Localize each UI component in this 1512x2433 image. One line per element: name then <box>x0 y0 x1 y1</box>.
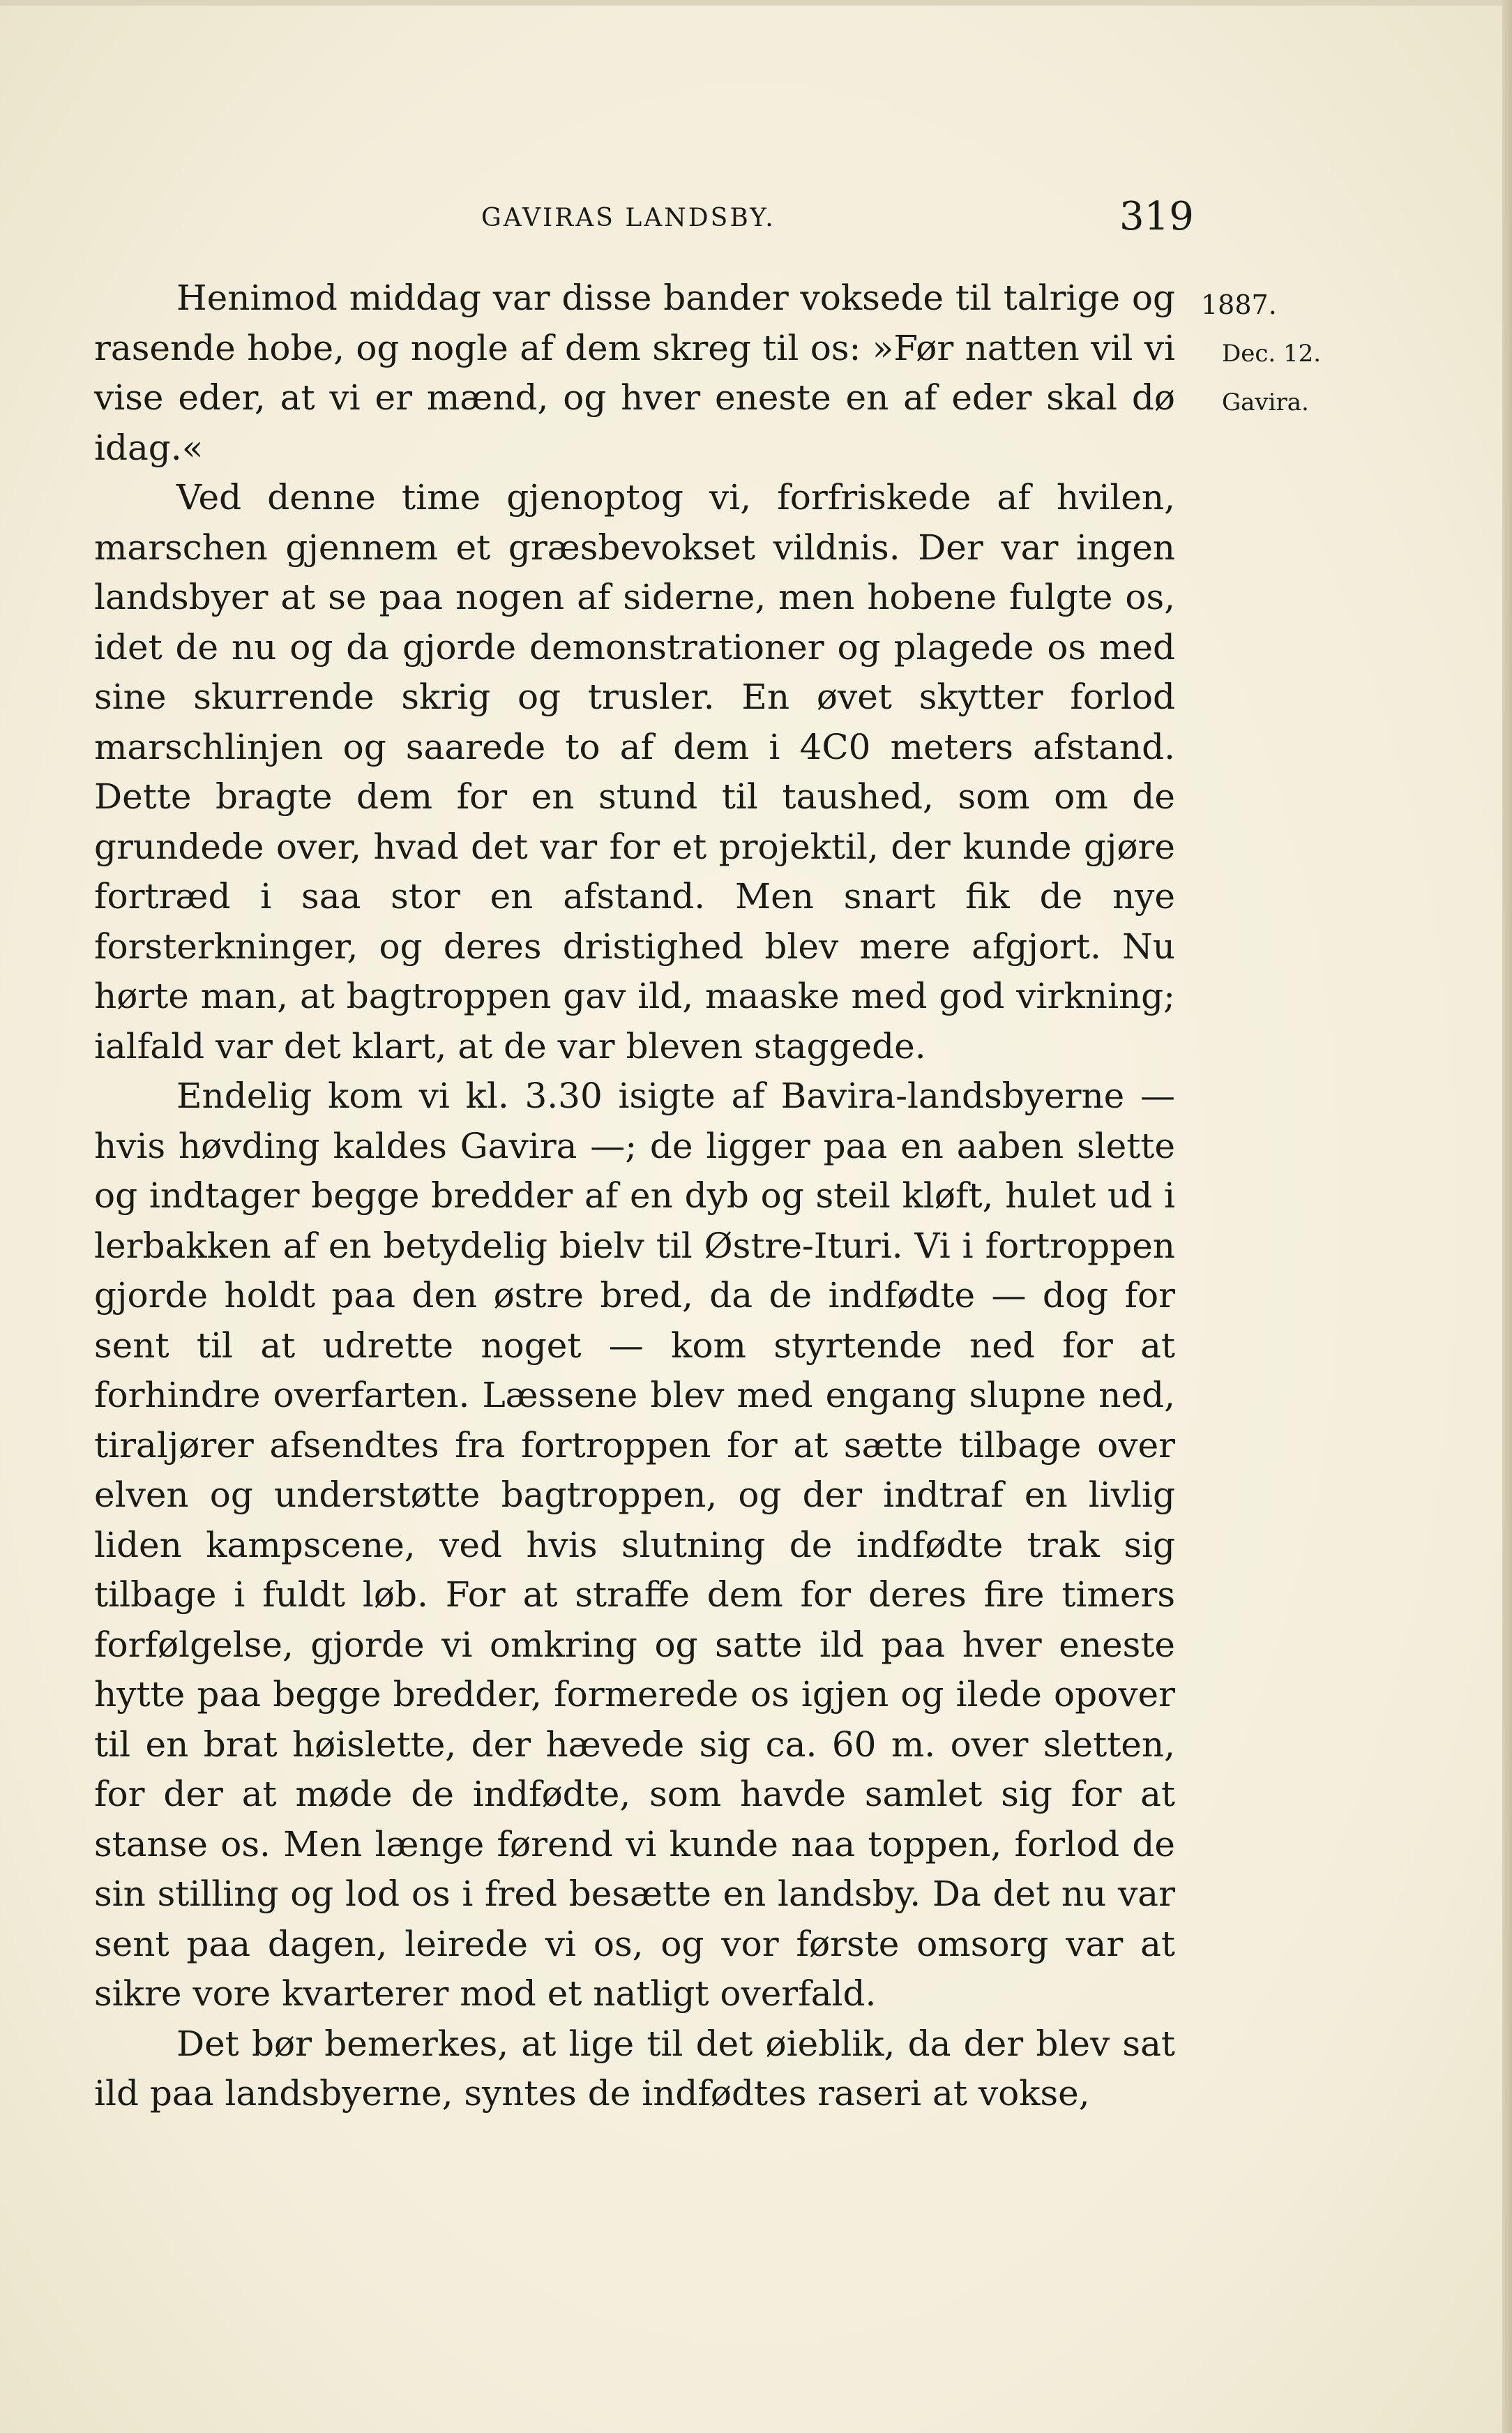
paragraph-4: Det bør bemerkes, at lige til det øieblik, da der blev sat ild paa landsbyerne, syntes de indfødtes raseri at vokse, <box>94 2023 1175 2114</box>
margin-notes <box>1201 280 1333 427</box>
paragraph-3: Endelig kom vi kl. 3.30 isigte af Bavira-landsbyerne — hvis høvding kaldes Gavira —; de ligger paa en aaben slette og indtager begge bredder af en dyb og steil kløft, hulet ud i lerbakken af en betydelig bielv til Østre-Ituri. Vi i fortroppen gjorde holdt paa den østre bred, da de indfødte — dog for sent til at udrette noget — kom styrtende ned for at forhindre overfarten. Læssene blev med engang slupne ned, tiraljører afsendtes fra fortroppen for at sætte tilbage over elven og understøtte bagtroppen, og der indtraf en livlig liden kampscene, ved hvis slutning de indfødte trak sig tilbage i fuldt løb. For at straffe dem for deres fire timers forfølgelse, gjorde vi omkring og satte ild paa hver eneste hytte paa begge bredder, formerede os igjen og ilede opover til en brat høislette, der hævede sig ca. 60 m. over sletten, for der at møde de indfødte, som havde samlet sig for at stanse os. Men længe førend vi kunde naa toppen, forlod de sin stilling og lod os i fred besætte en landsby. Da det nu var sent paa dagen, leirede vi os, og vor første omsorg var at sikre vore kvarterer mod et natligt overfald. <box>94 1076 1175 2014</box>
body-text <box>94 273 1175 2119</box>
margin-date: Dec. 12. <box>1222 340 1322 368</box>
page-right-edge <box>1502 0 1512 2433</box>
page-top-edge <box>0 0 1512 6</box>
margin-year: 1887. <box>1201 289 1277 320</box>
paragraph-2: Ved denne time gjenoptog vi, forfriskede af hvilen, marschen gjennem et græsbevokset vildnis. Der var ingen landsbyer at se paa nogen af siderne, men hobene fulgte os, idet de nu og da gjorde demonstrationer og plagede os med sine skurrende skrig og trusler. En øvet skytter forlod marschlinjen og saarede to af dem i 4C0 meters afstand. Dette bragte dem for en stund til taushed, som om de grundede over, hvad det var for et projektil, der kunde gjøre fortræd i saa stor en afstand. Men snart fik de nye forsterkninger, og deres dristighed blev mere afgjort. Nu hørte man, at bagtroppen gav ild, maaske med god virkning; ialfald var det klart, at de var bleven staggede. <box>94 477 1175 1067</box>
page-number: 319 <box>1119 194 1194 239</box>
running-head: GAVIRAS LANDSBY. <box>481 204 776 232</box>
paragraph-1: Henimod middag var disse bander voksede til talrige og rasende hobe, og nogle af dem skreg til os: »Før natten vil vi vise eder, at vi er mænd, og hver eneste en af eder skal dø idag.« <box>94 278 1175 468</box>
margin-place: Gavira. <box>1222 389 1309 416</box>
